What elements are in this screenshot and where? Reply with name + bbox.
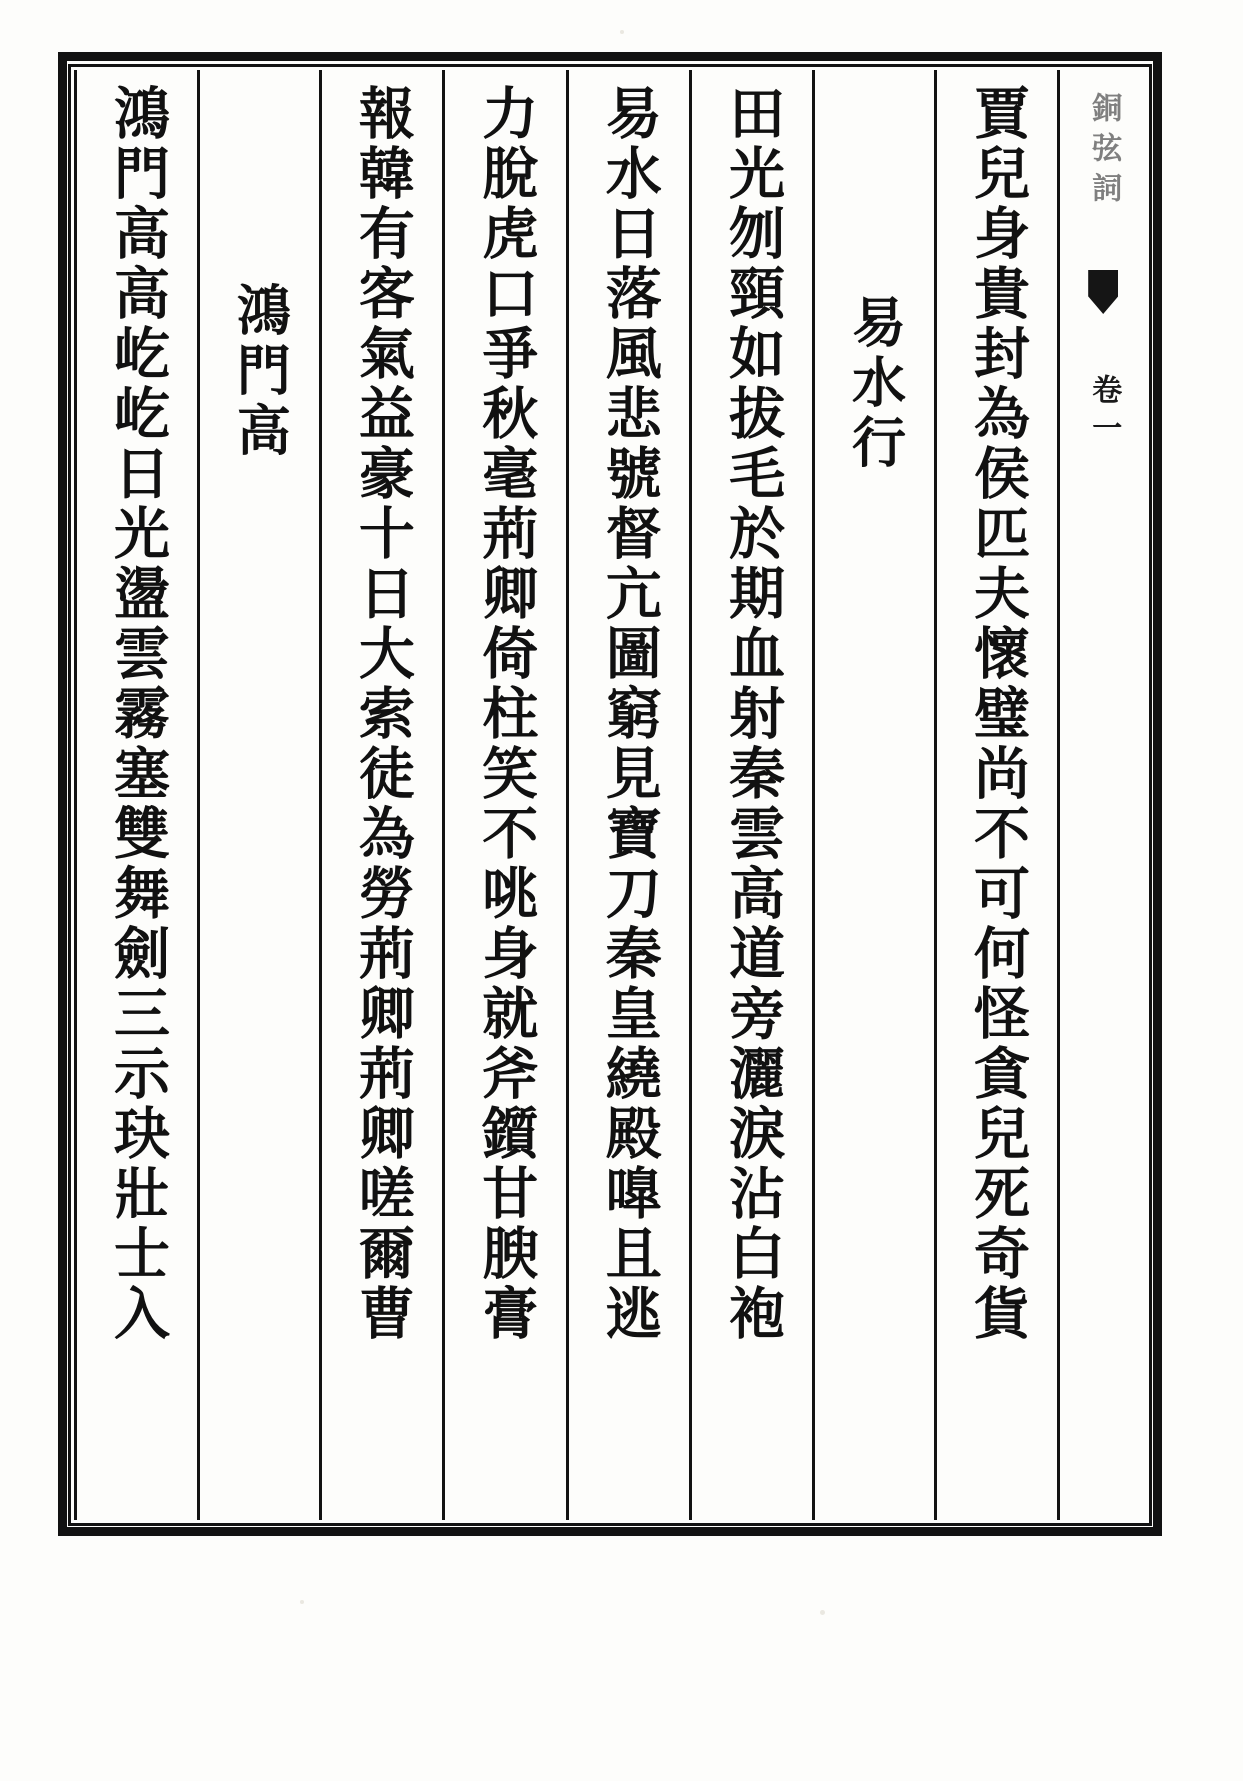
margin-header-text: 銅弦詞	[1086, 92, 1122, 212]
text-column-2-title	[812, 70, 933, 1520]
column-text: 報韓有客氣益豪十日大索徒為勞荊卿荊卿嗟爾曹	[349, 84, 416, 1344]
column-text: 鴻門高高屹屹日光盪雲霧塞雙舞劍三示玦壯士入	[105, 84, 171, 1344]
text-column-3	[689, 70, 812, 1520]
volume-label: 卷一	[1086, 374, 1122, 450]
binding-margin	[1057, 70, 1146, 1520]
poem-title: 易水行	[843, 294, 908, 474]
paper-speckle	[820, 1610, 825, 1615]
column-text: 力脫虎口爭秋毫荊卿倚柱笑不咷身就斧鑕甘腴膏	[473, 84, 540, 1344]
fish-tail-ornament	[1088, 270, 1118, 314]
column-text: 易水日落風悲號督亢圖窮見寶刀秦皇繞殿嘷且逃	[596, 84, 663, 1344]
text-block	[74, 70, 1146, 1520]
text-column-5	[442, 70, 565, 1520]
text-column-8	[74, 70, 197, 1520]
text-column-1	[934, 70, 1057, 1520]
text-column-6	[319, 70, 442, 1520]
text-column-7-title	[197, 70, 318, 1520]
column-text: 田光刎頸如拔毛於期血射秦雲高道旁灑淚沾白袍	[720, 84, 787, 1344]
paper-speckle	[620, 30, 624, 34]
paper-speckle	[300, 1600, 304, 1604]
poem-title: 鴻門高	[228, 282, 293, 462]
column-text: 賈兒身貴封為侯匹夫懷璧尚不可何怪貪兒死奇貨	[965, 84, 1031, 1344]
text-column-4	[566, 70, 689, 1520]
